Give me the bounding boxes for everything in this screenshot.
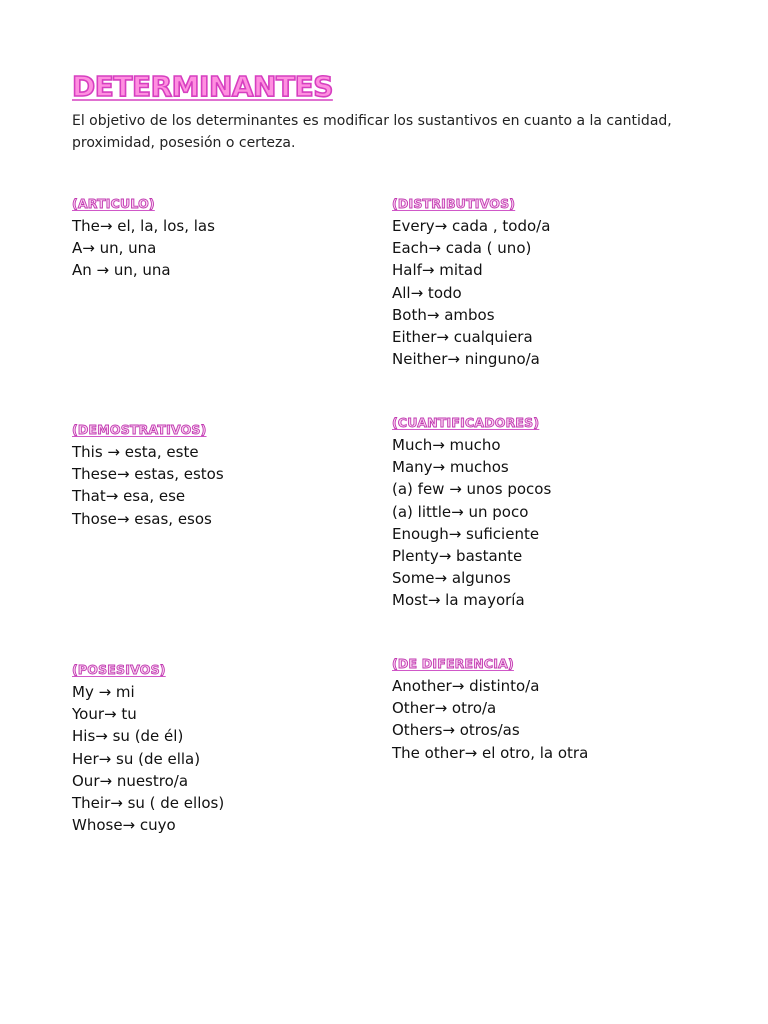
entry-item: Either→ cualquiera bbox=[392, 328, 533, 347]
section-heading-demostrativos: (DEMOSTRATIVOS) bbox=[72, 422, 207, 437]
entry-item: (a) little→ un poco bbox=[392, 502, 529, 521]
entry-item: The other→ el otro, la otra bbox=[392, 743, 589, 762]
entry-item: This → esta, este bbox=[72, 443, 199, 461]
entry-item: That→ esa, ese bbox=[72, 487, 186, 506]
entry-item: All→ todo bbox=[392, 283, 462, 302]
entry-item: Half→ mitad bbox=[392, 261, 483, 280]
section-articulo bbox=[72, 193, 392, 282]
section-posesivos bbox=[72, 659, 392, 836]
entry-item: Her→ su (de ella) bbox=[72, 749, 201, 768]
entry-item: Other→ otro/a bbox=[392, 699, 497, 718]
entry-item: Our→ nuestro/a bbox=[72, 771, 189, 790]
entry-item: (a) few → unos pocos bbox=[392, 480, 552, 499]
entry-item: Others→ otros/as bbox=[392, 721, 520, 740]
entry-item: Your→ tu bbox=[72, 705, 137, 724]
section-heading-articulo: (ARTICULO) bbox=[72, 196, 155, 211]
entry-item: Every→ cada , todo/a bbox=[392, 217, 551, 235]
entry-item: Enough→ suficiente bbox=[392, 524, 540, 543]
entry-item: My → mi bbox=[72, 683, 135, 701]
section-heading-distributivos: (DISTRIBUTIVOS) bbox=[392, 196, 516, 211]
section-heading-cuantificadores: (CUANTIFICADORES) bbox=[392, 415, 540, 430]
entry-item: Many→ muchos bbox=[392, 458, 509, 477]
entry-item: Another→ distinto/a bbox=[392, 677, 540, 695]
entry-item: Their→ su ( de ellos) bbox=[72, 794, 225, 813]
section-demostrativos bbox=[72, 419, 392, 530]
entry-item: Most→ la mayoría bbox=[392, 591, 525, 610]
page-title: DETERMINANTES bbox=[72, 70, 333, 103]
section-distributivos bbox=[392, 193, 712, 370]
entry-item: Whose→ cuyo bbox=[72, 816, 176, 835]
section-cuantificadores bbox=[392, 412, 712, 612]
entry-item: An → un, una bbox=[72, 261, 171, 280]
entry-item: His→ su (de él) bbox=[72, 727, 184, 746]
entry-item: Those→ esas, esos bbox=[72, 509, 212, 528]
entry-item: Both→ ambos bbox=[392, 305, 495, 324]
entry-item: The→ el, la, los, las bbox=[72, 217, 215, 235]
entry-item: These→ estas, estos bbox=[72, 465, 224, 484]
entry-item: A→ un, una bbox=[72, 239, 157, 258]
entry-item: Much→ mucho bbox=[392, 436, 501, 454]
section-diferencia bbox=[392, 653, 712, 764]
entry-item: Each→ cada ( uno) bbox=[392, 239, 532, 258]
section-heading-diferencia: (DE DIFERENCIA) bbox=[392, 656, 514, 671]
entry-item: Some→ algunos bbox=[392, 569, 511, 588]
entry-item: Plenty→ bastante bbox=[392, 547, 523, 566]
entry-item: Neither→ ninguno/a bbox=[392, 350, 540, 369]
intro-paragraph: El objetivo de los determinantes es modificar los sustantivos en cuanto a la cantidad, proximidad, posesión o certeza. bbox=[72, 113, 672, 151]
section-heading-posesivos: (POSESIVOS) bbox=[72, 662, 166, 677]
